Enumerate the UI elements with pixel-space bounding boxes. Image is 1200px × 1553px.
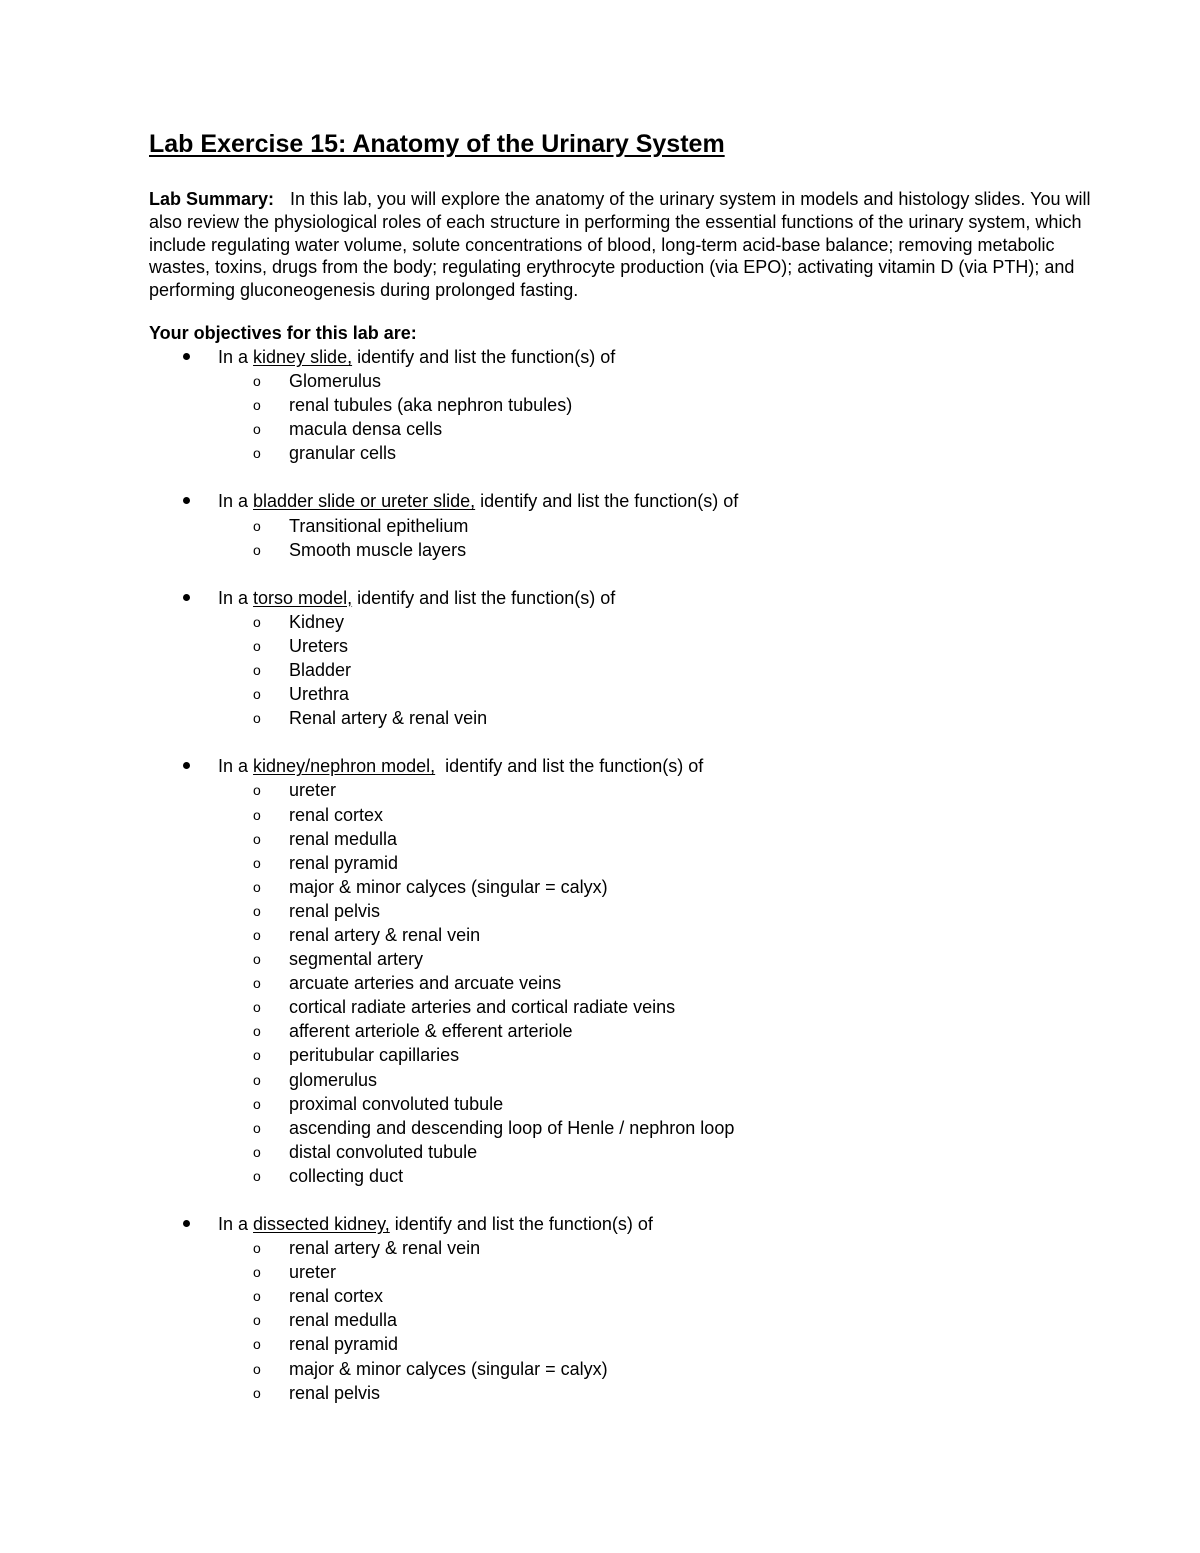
list-item-text: ascending and descending loop of Henle / nephron loop [289, 1117, 735, 1138]
list-item-text: Transitional epithelium [289, 515, 469, 536]
circle-bullet-icon: o [253, 782, 261, 799]
list-item [0, 514, 1200, 538]
list-item [0, 899, 1200, 923]
list-item-text: Glomerulus [289, 371, 382, 392]
list-item-text: glomerulus [289, 1069, 378, 1090]
circle-bullet-icon: o [253, 1167, 261, 1184]
objective-text [218, 1212, 653, 1236]
objective-subject: torso model, [253, 587, 353, 608]
circle-bullet-icon: o [253, 421, 261, 438]
sub-list [0, 778, 1200, 1188]
list-item [0, 803, 1200, 827]
list-item [0, 1140, 1200, 1164]
summary-label: Lab Summary: [149, 189, 275, 209]
circle-bullet-icon: o [253, 1071, 261, 1088]
circle-bullet-icon: o [253, 541, 261, 558]
objective-prefix: In a [218, 756, 254, 777]
list-item-text: Bladder [289, 660, 352, 681]
circle-bullet-icon: o [253, 830, 261, 847]
objective-subject: kidney/nephron model, [253, 756, 436, 777]
list-item [0, 1308, 1200, 1332]
list-item-text: Renal artery & renal vein [289, 708, 488, 729]
objective-text [218, 754, 703, 778]
list-item-text: renal tubules (aka nephron tubules) [289, 395, 573, 416]
list-item [0, 1236, 1200, 1260]
list-item [0, 1164, 1200, 1188]
list-item-text: arcuate arteries and arcuate veins [289, 973, 562, 994]
circle-bullet-icon: o [253, 613, 261, 630]
list-item [0, 682, 1200, 706]
objective-line [0, 1212, 1200, 1236]
lab-summary [149, 188, 1099, 302]
bullet-icon [183, 497, 190, 504]
list-item-text: segmental artery [289, 949, 424, 970]
list-item-text: collecting duct [289, 1165, 404, 1186]
list-item-text: renal cortex [289, 1286, 384, 1307]
list-item [0, 658, 1200, 682]
list-item [0, 1357, 1200, 1381]
objective-line [0, 345, 1200, 369]
list-item [0, 1332, 1200, 1356]
list-item [0, 1284, 1200, 1308]
objective-text [218, 489, 738, 513]
circle-bullet-icon: o [253, 878, 261, 895]
list-item-text: Kidney [289, 611, 345, 632]
objective-text [218, 586, 615, 610]
list-item-text: Ureters [289, 635, 349, 656]
bullet-icon [183, 594, 190, 601]
list-item-text: renal pelvis [289, 1382, 381, 1403]
objective-subject: dissected kidney, [253, 1214, 390, 1234]
circle-bullet-icon: o [253, 1336, 261, 1353]
objective-item [0, 754, 1200, 1188]
bullet-icon [183, 1220, 190, 1227]
objective-item [0, 345, 1200, 465]
list-item [0, 538, 1200, 562]
circle-bullet-icon: o [253, 517, 261, 534]
list-item-text: macula densa cells [289, 419, 443, 440]
objective-line [0, 586, 1200, 610]
list-item-text: renal artery & renal vein [289, 1238, 481, 1259]
circle-bullet-icon: o [253, 397, 261, 414]
circle-bullet-icon: o [253, 1095, 261, 1112]
list-item [0, 851, 1200, 875]
list-item-text: afferent arteriole & efferent arteriole [289, 1021, 573, 1042]
list-item [0, 923, 1200, 947]
list-item-text: renal pelvis [289, 900, 381, 921]
list-item [0, 610, 1200, 634]
list-item-text: renal pyramid [289, 1334, 399, 1355]
list-item-text: renal medulla [289, 828, 398, 849]
bullet-icon [183, 762, 190, 769]
objective-suffix: identify and list the function(s) of [352, 587, 616, 608]
objective-prefix: In a [218, 491, 254, 512]
objective-suffix: identify and list the function(s) of [352, 347, 616, 367]
list-item [0, 417, 1200, 441]
sub-list [0, 1236, 1200, 1405]
list-item [0, 995, 1200, 1019]
list-item-text: renal medulla [289, 1310, 398, 1331]
circle-bullet-icon: o [253, 1023, 261, 1040]
circle-bullet-icon: o [253, 1360, 261, 1377]
circle-bullet-icon: o [253, 1312, 261, 1329]
summary-text: In this lab, you will explore the anatomy of the urinary system in models and histology slides. You will also review the physiological roles of each structure in performing the essential functions of the urinary system, which include regulating water volume, solute concentrations of blood, long-term acid-base balance; removing metabolic wastes, toxins, drugs from the body; regulating erythrocyte production (via EPO); activating vitamin D (via PTH); and performing gluconeogenesis during prolonged fasting. [149, 189, 1091, 301]
list-item-text: renal pyramid [289, 852, 399, 873]
list-item-text: Smooth muscle layers [289, 539, 467, 560]
list-item [0, 1116, 1200, 1140]
circle-bullet-icon: o [253, 1240, 261, 1257]
circle-bullet-icon: o [253, 1264, 261, 1281]
objective-line [0, 754, 1200, 778]
circle-bullet-icon: o [253, 445, 261, 462]
objective-item [0, 586, 1200, 731]
list-item [0, 971, 1200, 995]
list-item-text: major & minor calyces (singular = calyx) [289, 876, 608, 897]
list-item [0, 441, 1200, 465]
list-item-text: granular cells [289, 443, 397, 464]
circle-bullet-icon: o [253, 951, 261, 968]
objective-item [0, 1212, 1200, 1405]
objective-suffix: identify and list the function(s) of [435, 756, 704, 777]
circle-bullet-icon: o [253, 662, 261, 679]
objective-line [0, 489, 1200, 513]
circle-bullet-icon: o [253, 1384, 261, 1401]
objective-prefix: In a [218, 587, 254, 608]
objective-subject: bladder slide or ureter slide, [253, 491, 476, 512]
list-item [0, 778, 1200, 802]
list-item-text: Urethra [289, 684, 350, 705]
page-title: Lab Exercise 15: Anatomy of the Urinary System [149, 130, 725, 158]
list-item-text: ureter [289, 780, 337, 801]
list-item-text: peritubular capillaries [289, 1045, 460, 1066]
circle-bullet-icon: o [253, 637, 261, 654]
circle-bullet-icon: o [253, 373, 261, 390]
circle-bullet-icon: o [253, 1047, 261, 1064]
objectives-heading: Your objectives for this lab are: [149, 323, 417, 343]
objective-prefix: In a [218, 1214, 254, 1234]
list-item-text: renal cortex [289, 804, 384, 825]
list-item-text: proximal convoluted tubule [289, 1093, 504, 1114]
circle-bullet-icon: o [253, 710, 261, 727]
list-item-text: cortical radiate arteries and cortical radiate veins [289, 997, 676, 1018]
objectives-list [0, 345, 1200, 1429]
list-item-text: renal artery & renal vein [289, 924, 481, 945]
sub-list [0, 369, 1200, 465]
list-item [0, 1092, 1200, 1116]
bullet-icon [183, 353, 190, 360]
objective-suffix: identify and list the function(s) of [389, 1214, 653, 1234]
objective-item [0, 489, 1200, 561]
circle-bullet-icon: o [253, 1288, 261, 1305]
list-item-text: distal convoluted tubule [289, 1141, 478, 1162]
list-item [0, 393, 1200, 417]
objective-text [218, 345, 615, 369]
circle-bullet-icon: o [253, 1119, 261, 1136]
circle-bullet-icon: o [253, 975, 261, 992]
sub-list [0, 514, 1200, 562]
list-item [0, 1381, 1200, 1405]
circle-bullet-icon: o [253, 902, 261, 919]
list-item-text: major & minor calyces (singular = calyx) [289, 1358, 608, 1379]
list-item [0, 1068, 1200, 1092]
circle-bullet-icon: o [253, 1143, 261, 1160]
sub-list [0, 610, 1200, 730]
circle-bullet-icon: o [253, 854, 261, 871]
list-item [0, 1043, 1200, 1067]
objective-prefix: In a [218, 347, 254, 367]
circle-bullet-icon: o [253, 806, 261, 823]
circle-bullet-icon: o [253, 686, 261, 703]
list-item [0, 947, 1200, 971]
list-item [0, 827, 1200, 851]
list-item [0, 706, 1200, 730]
circle-bullet-icon: o [253, 999, 261, 1016]
list-item [0, 369, 1200, 393]
objective-subject: kidney slide, [253, 347, 353, 367]
list-item [0, 875, 1200, 899]
list-item-text: ureter [289, 1262, 337, 1283]
objective-suffix: identify and list the function(s) of [475, 491, 739, 512]
list-item [0, 1260, 1200, 1284]
list-item [0, 1019, 1200, 1043]
circle-bullet-icon: o [253, 926, 261, 943]
list-item [0, 634, 1200, 658]
